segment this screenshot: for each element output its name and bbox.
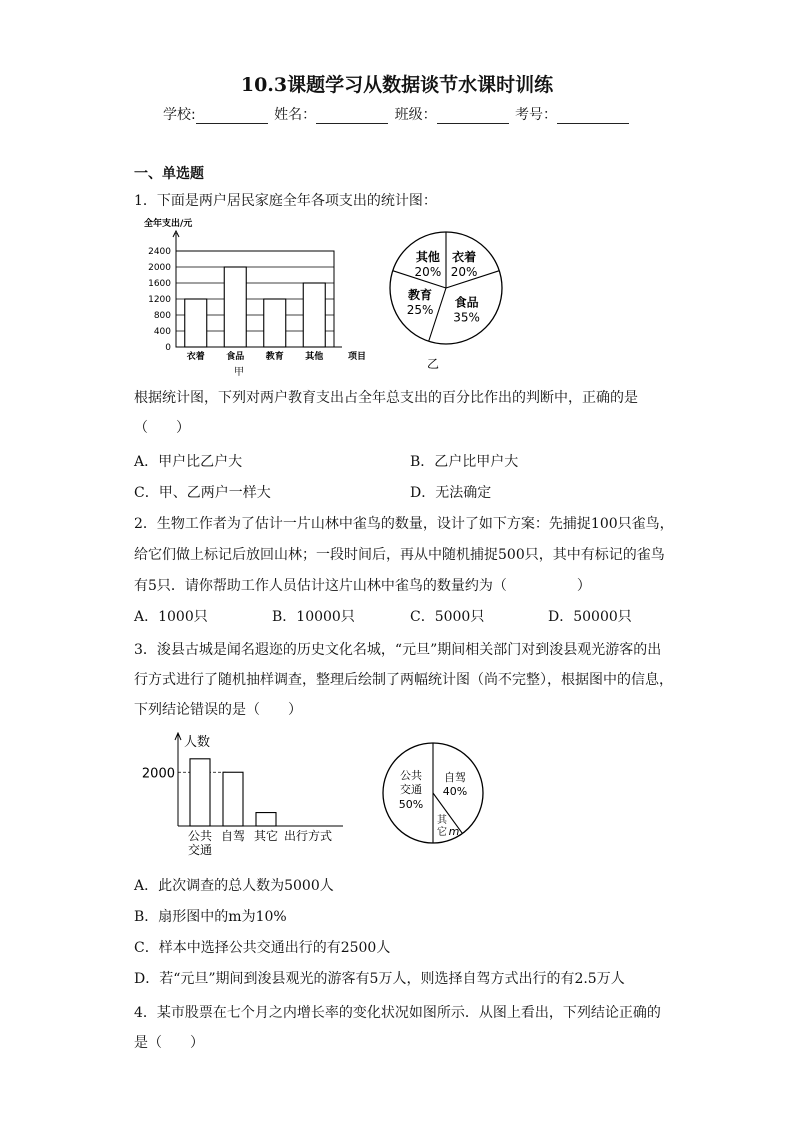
q1-question-line2: （ ） — [134, 420, 190, 436]
q4-line2: 是（ ） — [134, 1035, 204, 1051]
pie-slice-value: 25% — [406, 303, 434, 318]
q1-bar-chart — [138, 212, 368, 382]
y-tick-label: 2400 — [148, 247, 171, 257]
pie-slice-value: 40% — [442, 785, 468, 798]
chart-caption: 乙 — [426, 357, 440, 371]
chart-caption: 甲 — [234, 367, 244, 378]
x-tick-label: 交通 — [187, 843, 213, 857]
q3-line2: 行方式进行了随机抽样调查，整理后绘制了两幅统计图（尚不完整），根据图中的信息， — [134, 672, 673, 688]
x-tick-label: 其它 — [253, 829, 279, 843]
x-axis-title: 项目 — [348, 352, 367, 362]
x-tick-label: 自驾 — [220, 829, 246, 843]
q1-option-a[interactable]: A．甲户比乙户大 — [134, 454, 243, 470]
pie-slice-label: 交通 — [400, 783, 422, 796]
page-title: 10.3课题学习从数据谈节水课时训练 — [240, 74, 554, 96]
school-label: 学校: — [162, 107, 196, 123]
x-tick-label: 食品 — [226, 352, 245, 362]
q3-option-a[interactable]: A．此次调查的总人数为5000人 — [134, 878, 334, 894]
y-tick-label: 0 — [165, 343, 171, 353]
y-tick-label: 1200 — [148, 295, 171, 305]
pie-slice-label: 它 — [437, 827, 447, 838]
pie-slice-value: 50% — [398, 798, 424, 811]
student-info-row — [0, 104, 794, 124]
name-label: 姓名： — [274, 107, 317, 123]
class-field[interactable] — [437, 110, 509, 124]
y-tick-label: 1600 — [148, 279, 171, 289]
pie-slice-label: 其他 — [415, 250, 440, 265]
q3-bar-chart — [138, 732, 358, 862]
q1-question-line1: 根据统计图，下列对两户教育支出占全年总支出的百分比作出的判断中，正确的是 — [134, 390, 638, 406]
x-tick-label: 公共 — [187, 829, 213, 843]
pie-slice-value: 35% — [453, 310, 480, 325]
q1-stem: 1．下面是两户居民家庭全年各项支出的统计图： — [134, 193, 437, 209]
q1-option-b[interactable]: B．乙户比甲户大 — [410, 454, 519, 470]
y-tick-label: 800 — [153, 311, 171, 321]
q2-line2: 给它们做上标记后放回山林；一段时间后，再从中随机捕捉500只，其中有标记的雀鸟 — [134, 547, 665, 563]
q3-option-d[interactable]: D．若“元旦”期间到浚县观光的游客有5万人，则选择自驾方式出行的有2.5万人 — [134, 971, 625, 987]
pie-slice-value: m — [448, 825, 460, 838]
pie-slice-value: 20% — [450, 265, 478, 280]
bar — [264, 299, 286, 347]
pie-slice-label: 食品 — [454, 295, 479, 310]
exam-no-label: 考号： — [515, 107, 558, 123]
pie-slice-label: 自驾 — [444, 771, 466, 784]
q2-option-d[interactable]: D．50000只 — [548, 609, 632, 625]
q1-option-d[interactable]: D．无法确定 — [410, 485, 492, 501]
pie-slice-label: 公共 — [400, 769, 422, 782]
bar — [185, 299, 207, 347]
x-tick-label: 教育 — [265, 352, 284, 362]
pie-slice-value: 20% — [414, 265, 442, 280]
x-axis-title: 出行方式 — [284, 829, 333, 843]
q3-option-b[interactable]: B．扇形图中的m为10% — [134, 909, 287, 925]
name-field[interactable] — [316, 110, 388, 124]
y-tick-label: 2000 — [141, 766, 175, 782]
q3-line3: 下列结论错误的是（ ） — [134, 702, 302, 718]
bar — [223, 772, 243, 826]
bar — [190, 759, 210, 826]
y-axis-title: 全年支出/元 — [144, 219, 193, 229]
pie-slice-label: 其 — [437, 815, 447, 826]
x-tick-label: 其他 — [305, 352, 324, 362]
class-label: 班级： — [394, 107, 437, 123]
q1-option-c[interactable]: C．甲、乙两户一样大 — [134, 485, 271, 501]
q2-line3: 有5只．请你帮助工作人员估计这片山林中雀鸟的数量约为（ ） — [134, 578, 591, 594]
bar — [224, 267, 246, 347]
q3-pie-chart — [380, 740, 490, 850]
school-field[interactable] — [196, 110, 268, 124]
q3-option-c[interactable]: C．样本中选择公共交通出行的有2500人 — [134, 940, 391, 956]
pie-slice-label: 教育 — [408, 288, 433, 303]
y-axis-title: 人数 — [184, 735, 211, 750]
exam-no-field[interactable] — [557, 110, 629, 124]
q2-line1: 2．生物工作者为了估计一片山林中雀鸟的数量，设计了如下方案：先捕捉100只雀鸟， — [134, 516, 674, 532]
bar — [256, 813, 276, 826]
q3-line1: 3．浚县古城是闻名遐迩的历史文化名城，“元旦”期间相关部门对到浚县观光游客的出 — [134, 642, 662, 658]
y-tick-label: 400 — [153, 327, 171, 337]
q4-line1: 4．某市股票在七个月之内增长率的变化状况如图所示．从图上看出，下列结论正确的 — [134, 1005, 661, 1021]
q1-pie-chart — [383, 222, 513, 372]
y-tick-label: 2000 — [148, 263, 171, 273]
q2-option-b[interactable]: B．10000只 — [272, 609, 355, 625]
section-heading: 一、单选题 — [134, 166, 204, 182]
bar — [303, 283, 325, 347]
q2-option-c[interactable]: C．5000只 — [410, 609, 485, 625]
x-tick-label: 衣着 — [186, 352, 205, 362]
q2-option-a[interactable]: A．1000只 — [134, 609, 208, 625]
pie-slice-label: 衣着 — [452, 250, 477, 265]
